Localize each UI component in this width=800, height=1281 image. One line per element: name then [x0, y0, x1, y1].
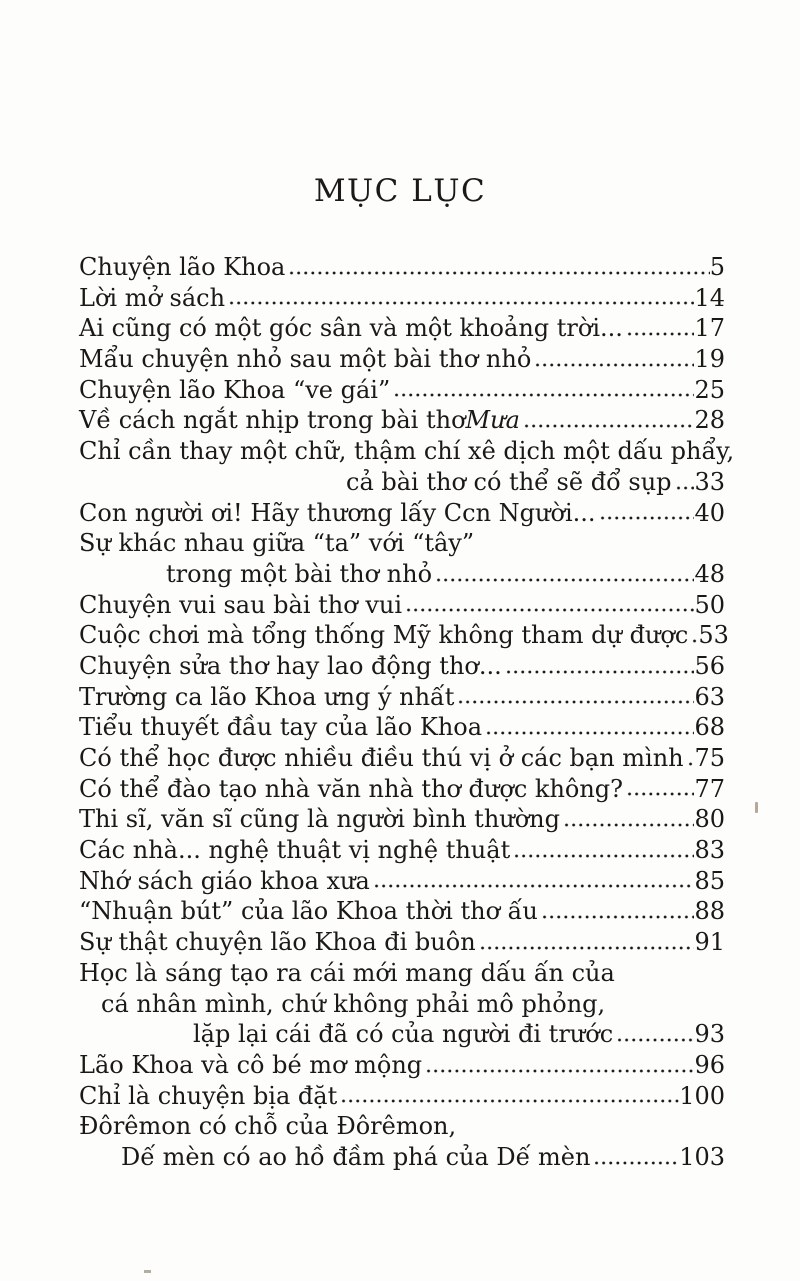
toc-entry — [79, 651, 725, 682]
toc-entry-page: 14 — [694, 283, 725, 312]
dot-leader — [533, 361, 694, 369]
toc-entry-page: 48 — [694, 559, 725, 588]
toc-entry-title: Chuyện lão Khoa — [79, 253, 286, 281]
dot-leader — [540, 913, 695, 921]
dot-leader — [625, 790, 694, 798]
toc-entry-page: 93 — [694, 1020, 725, 1049]
toc-entry-page: 103 — [679, 1142, 725, 1171]
toc-entry — [79, 313, 725, 344]
toc-entry — [79, 774, 725, 805]
toc-entry — [79, 989, 725, 1020]
toc-entry — [79, 682, 725, 713]
toc-entry-page: 77 — [694, 774, 725, 803]
toc-entry — [79, 559, 725, 590]
toc-entry-title: Con người ơi! Hãy thương lấy Ccn Người... — [79, 498, 596, 527]
toc-entry-page: 85 — [694, 866, 725, 895]
dot-leader — [686, 760, 695, 768]
dot-leader — [434, 576, 694, 584]
toc-entry — [79, 405, 725, 436]
dot-leader — [615, 1036, 694, 1044]
toc-entry-title: Lão Khoa và cô bé mơ mộng — [79, 1050, 423, 1079]
toc-entry-title: cá nhân mình, chứ không phải mô phỏng, — [101, 989, 606, 1018]
toc-entry — [79, 835, 725, 866]
toc-entry — [79, 528, 725, 559]
toc-entry — [79, 1019, 725, 1050]
toc-entry-page: 50 — [694, 590, 725, 619]
toc-entry-page: 28 — [694, 406, 725, 435]
dot-leader — [674, 484, 695, 492]
dot-leader — [287, 269, 709, 277]
toc-entry-title: Học là sáng tạo ra cái mới mang dấu ấn của — [79, 958, 615, 987]
toc-entry-page: 83 — [694, 836, 725, 865]
dot-leader — [592, 1159, 679, 1167]
toc-entry-title: trong một bài thơ nhỏ — [166, 559, 433, 588]
toc-entry — [79, 375, 725, 406]
toc-entry-page: 40 — [694, 498, 725, 527]
toc-entry-page: 63 — [694, 682, 725, 711]
toc-entry — [79, 1050, 725, 1081]
toc-entry — [79, 958, 725, 989]
toc-entry-page: 56 — [694, 651, 725, 680]
toc-entry — [79, 743, 725, 774]
toc-entry-title: Tiểu thuyết đầu tay của lão Khoa — [79, 713, 483, 742]
dot-leader — [504, 668, 695, 676]
toc-entry-title: Chuyện sửa thơ hay lao động thơ... — [79, 651, 502, 680]
toc-entry-page: 68 — [694, 713, 725, 742]
toc-entry-page: 88 — [694, 897, 725, 926]
toc-entry — [79, 467, 725, 498]
dot-leader — [690, 637, 698, 645]
toc-entry-title: cả bài thơ có thể sẽ đổ sụp — [346, 467, 672, 496]
toc-entry-page: 53 — [698, 621, 729, 650]
toc-entry-title: Sự thật chuyện lão Khoa đi buôn — [79, 928, 476, 957]
toc-entry — [79, 590, 725, 621]
toc-entry-title: Nhớ sách giáo khoa xưa — [79, 866, 370, 895]
dot-leader — [456, 698, 694, 706]
toc-entry-title: lặp lại cái đã có của người đi trước — [193, 1020, 614, 1049]
page-title: MỤC LỤC — [313, 173, 487, 209]
dot-leader — [625, 330, 695, 338]
toc-entry-title: Đôrêmon có chỗ của Đôrêmon, — [79, 1112, 457, 1141]
toc-entry-page: 100 — [679, 1081, 725, 1110]
dot-leader — [404, 606, 694, 614]
toc-entry — [79, 866, 725, 897]
toc-list — [79, 252, 735, 1173]
toc-entry-title: Thi sĩ, văn sĩ cũng là người bình thường — [79, 805, 560, 834]
toc-entry-title: “Nhuận bút” của lão Khoa thời thơ ấu — [79, 897, 538, 926]
toc-entry-title: Chỉ là chuyện bịa đặt — [79, 1081, 338, 1110]
toc-entry — [79, 1081, 725, 1112]
dot-leader — [562, 821, 694, 829]
toc-entry — [79, 436, 735, 467]
dot-leader — [598, 514, 695, 522]
toc-entry-page: 80 — [694, 805, 725, 834]
toc-entry-title: Sự khác nhau giữa “ta” với “tây” — [79, 529, 475, 558]
toc-entry-title: Có thể học được nhiều điều thú vị ở các bạn mình — [79, 744, 684, 772]
toc-entry-page: 17 — [694, 314, 725, 343]
dot-leader — [392, 391, 694, 399]
toc-entry — [79, 498, 725, 529]
toc-entry — [79, 1111, 725, 1142]
dot-leader — [227, 299, 694, 307]
toc-entry — [79, 712, 725, 743]
dot-leader — [484, 729, 694, 737]
toc-entry — [79, 344, 725, 375]
toc-entry-page: 75 — [694, 744, 725, 772]
toc-entry — [79, 252, 725, 283]
toc-entry — [79, 1142, 725, 1173]
dot-leader — [372, 882, 695, 890]
toc-entry-title: Chuyện lão Khoa “ve gái” — [79, 375, 391, 404]
toc-entry-page: 91 — [694, 928, 725, 957]
dot-leader — [512, 852, 694, 860]
toc-entry — [79, 804, 725, 835]
toc-entry-page: 96 — [694, 1050, 725, 1079]
toc-entry-title: Có thể đào tạo nhà văn nhà thơ được không? — [79, 774, 624, 803]
toc-entry-title: Trường ca lão Khoa ưng ý nhất — [79, 682, 455, 711]
toc-entry — [79, 620, 729, 651]
scan-artifact — [144, 1270, 151, 1273]
toc-entry-page: 25 — [694, 375, 725, 404]
toc-entry-title: Chuyện vui sau bài thơ vui — [79, 590, 403, 619]
scan-artifact — [755, 802, 758, 813]
toc-entry-page: 33 — [694, 467, 725, 496]
toc-entry — [79, 896, 725, 927]
dot-leader — [424, 1067, 694, 1075]
toc-entry-title: Cuộc chơi mà tổng thống Mỹ không tham dự được — [79, 621, 689, 650]
dot-leader — [478, 944, 695, 952]
dot-leader — [339, 1097, 679, 1105]
toc-entry — [79, 283, 725, 314]
toc-entry-title: Mẩu chuyện nhỏ sau một bài thơ nhỏ — [79, 345, 532, 374]
toc-entry-title: Về cách ngắt nhịp trong bài thơ — [79, 406, 466, 435]
toc-entry-title: Các nhà... nghệ thuật vị nghệ thuật — [79, 836, 511, 865]
toc-entry-page: 19 — [694, 345, 725, 374]
toc-entry — [79, 927, 725, 958]
toc-entry-title: Dế mèn có ao hồ đầm phá của Dế mèn — [121, 1142, 591, 1171]
dot-leader — [522, 422, 695, 430]
toc-entry-title: Chỉ cần thay một chữ, thậm chí xê dịch một dấu phẩy, — [79, 437, 735, 466]
toc-entry-page: 5 — [709, 253, 725, 281]
toc-entry-title: Lời mở sách — [79, 283, 226, 312]
toc-entry-title-italic: Mưa — [465, 406, 520, 435]
toc-entry-title: Ai cũng có một góc sân và một khoảng trời... — [79, 314, 623, 343]
